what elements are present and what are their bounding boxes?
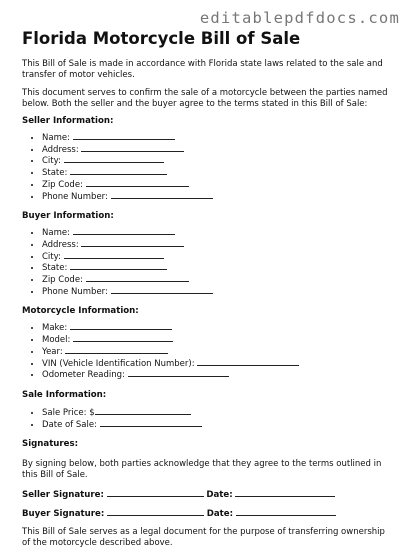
field-label: Date of Sale:	[42, 419, 97, 430]
field-label: State:	[42, 263, 68, 274]
field-label: State:	[42, 168, 68, 179]
signatures-heading: Signatures:	[22, 439, 79, 450]
seller-phone-field[interactable]	[42, 191, 390, 203]
seller-signature-line[interactable]	[107, 489, 204, 497]
blank-line[interactable]	[70, 322, 172, 330]
buyer-address-field[interactable]	[42, 239, 390, 251]
field-label: Name:	[42, 133, 70, 143]
buyer-signature-line[interactable]	[107, 508, 204, 516]
blank-line[interactable]	[86, 274, 189, 282]
blank-line[interactable]	[86, 179, 189, 187]
seller-city-field[interactable]	[42, 155, 390, 167]
blank-line[interactable]	[73, 132, 175, 140]
buyer-signature-row	[22, 508, 390, 520]
sale-price-field[interactable]	[42, 407, 390, 419]
motorcycle-heading: Motorcycle Information:	[22, 306, 139, 317]
blank-line[interactable]	[128, 369, 229, 377]
buyer-name-field[interactable]	[42, 227, 390, 239]
buyer-date-label: Date:	[206, 509, 234, 520]
sale-field-list	[22, 407, 390, 430]
blank-line[interactable]	[100, 419, 202, 427]
seller-date-line[interactable]	[235, 489, 335, 497]
motorcycle-model-field[interactable]	[42, 334, 390, 346]
field-label: Model:	[42, 335, 71, 346]
field-label: Address:	[42, 239, 79, 250]
document-body	[22, 29, 390, 549]
blank-line[interactable]	[81, 239, 184, 247]
field-label: Zip Code:	[42, 275, 83, 286]
field-label: Sale Price: $	[42, 407, 95, 418]
blank-line[interactable]	[73, 334, 173, 342]
buyer-phone-field[interactable]	[42, 286, 390, 298]
blank-line[interactable]	[70, 262, 167, 270]
sale-heading: Sale Information:	[22, 389, 107, 400]
seller-signature-row	[22, 489, 390, 501]
blank-line[interactable]	[111, 286, 213, 294]
buyer-zip-field[interactable]	[42, 274, 390, 286]
field-label: Phone Number:	[42, 191, 108, 202]
seller-state-field[interactable]	[42, 167, 390, 179]
purpose-paragraph: This document serves to confirm the sale of a motorcycle between the parties named below. Both the seller and the buyer agree to the terms stated in this Bill of Sale:	[22, 88, 388, 109]
field-label: City:	[42, 156, 61, 167]
motorcycle-field-list	[22, 322, 390, 381]
seller-signature-label: Seller Signature:	[22, 490, 104, 501]
field-label: Make:	[42, 323, 68, 334]
motorcycle-odometer-field[interactable]	[42, 369, 390, 381]
blank-line[interactable]	[65, 346, 168, 354]
field-label: Year:	[42, 346, 63, 357]
motorcycle-year-field[interactable]	[42, 346, 390, 358]
watermark: editablepdfdocs.com	[199, 9, 400, 27]
buyer-signature-label: Buyer Signature:	[22, 509, 105, 520]
intro-paragraph: This Bill of Sale is made in accordance with Florida state laws related to the sale and transfer of motor vehicles.	[22, 59, 383, 80]
blank-line[interactable]	[197, 358, 299, 366]
seller-address-field[interactable]	[42, 144, 390, 156]
blank-line[interactable]	[64, 155, 164, 163]
buyer-date-line[interactable]	[236, 508, 336, 516]
blank-line[interactable]	[81, 144, 184, 152]
motorcycle-make-field[interactable]	[42, 322, 390, 334]
seller-heading: Seller Information:	[22, 116, 114, 126]
blank-line[interactable]	[64, 251, 164, 259]
field-label: VIN (Vehicle Identification Number):	[42, 358, 195, 369]
seller-zip-field[interactable]	[42, 179, 390, 191]
sale-date-field[interactable]	[42, 419, 390, 431]
blank-line[interactable]	[73, 227, 175, 235]
blank-line[interactable]	[95, 407, 191, 415]
buyer-heading: Buyer Information:	[22, 211, 114, 222]
blank-line[interactable]	[70, 167, 167, 175]
buyer-city-field[interactable]	[42, 251, 390, 263]
closing-paragraph: This Bill of Sale serves as a legal document for the purpose of transferring ownership of the motorcycle described above.	[22, 527, 385, 549]
buyer-field-list	[22, 227, 390, 297]
field-label: Address:	[42, 144, 79, 155]
signatures-statement: By signing below, both parties acknowledge that they agree to the terms outlined in this Bill of Sale.	[22, 459, 382, 481]
field-label: Phone Number:	[42, 286, 108, 297]
field-label: Name:	[42, 228, 70, 239]
buyer-state-field[interactable]	[42, 262, 390, 274]
field-label: City:	[42, 251, 61, 262]
seller-name-field[interactable]	[42, 132, 390, 144]
blank-line[interactable]	[111, 191, 213, 199]
field-label: Odometer Reading:	[42, 370, 125, 381]
page-title: Florida Motorcycle Bill of Sale	[22, 29, 301, 48]
motorcycle-vin-field[interactable]	[42, 358, 390, 370]
field-label: Zip Code:	[42, 179, 83, 190]
seller-date-label: Date:	[206, 490, 233, 501]
seller-field-list	[22, 132, 390, 202]
